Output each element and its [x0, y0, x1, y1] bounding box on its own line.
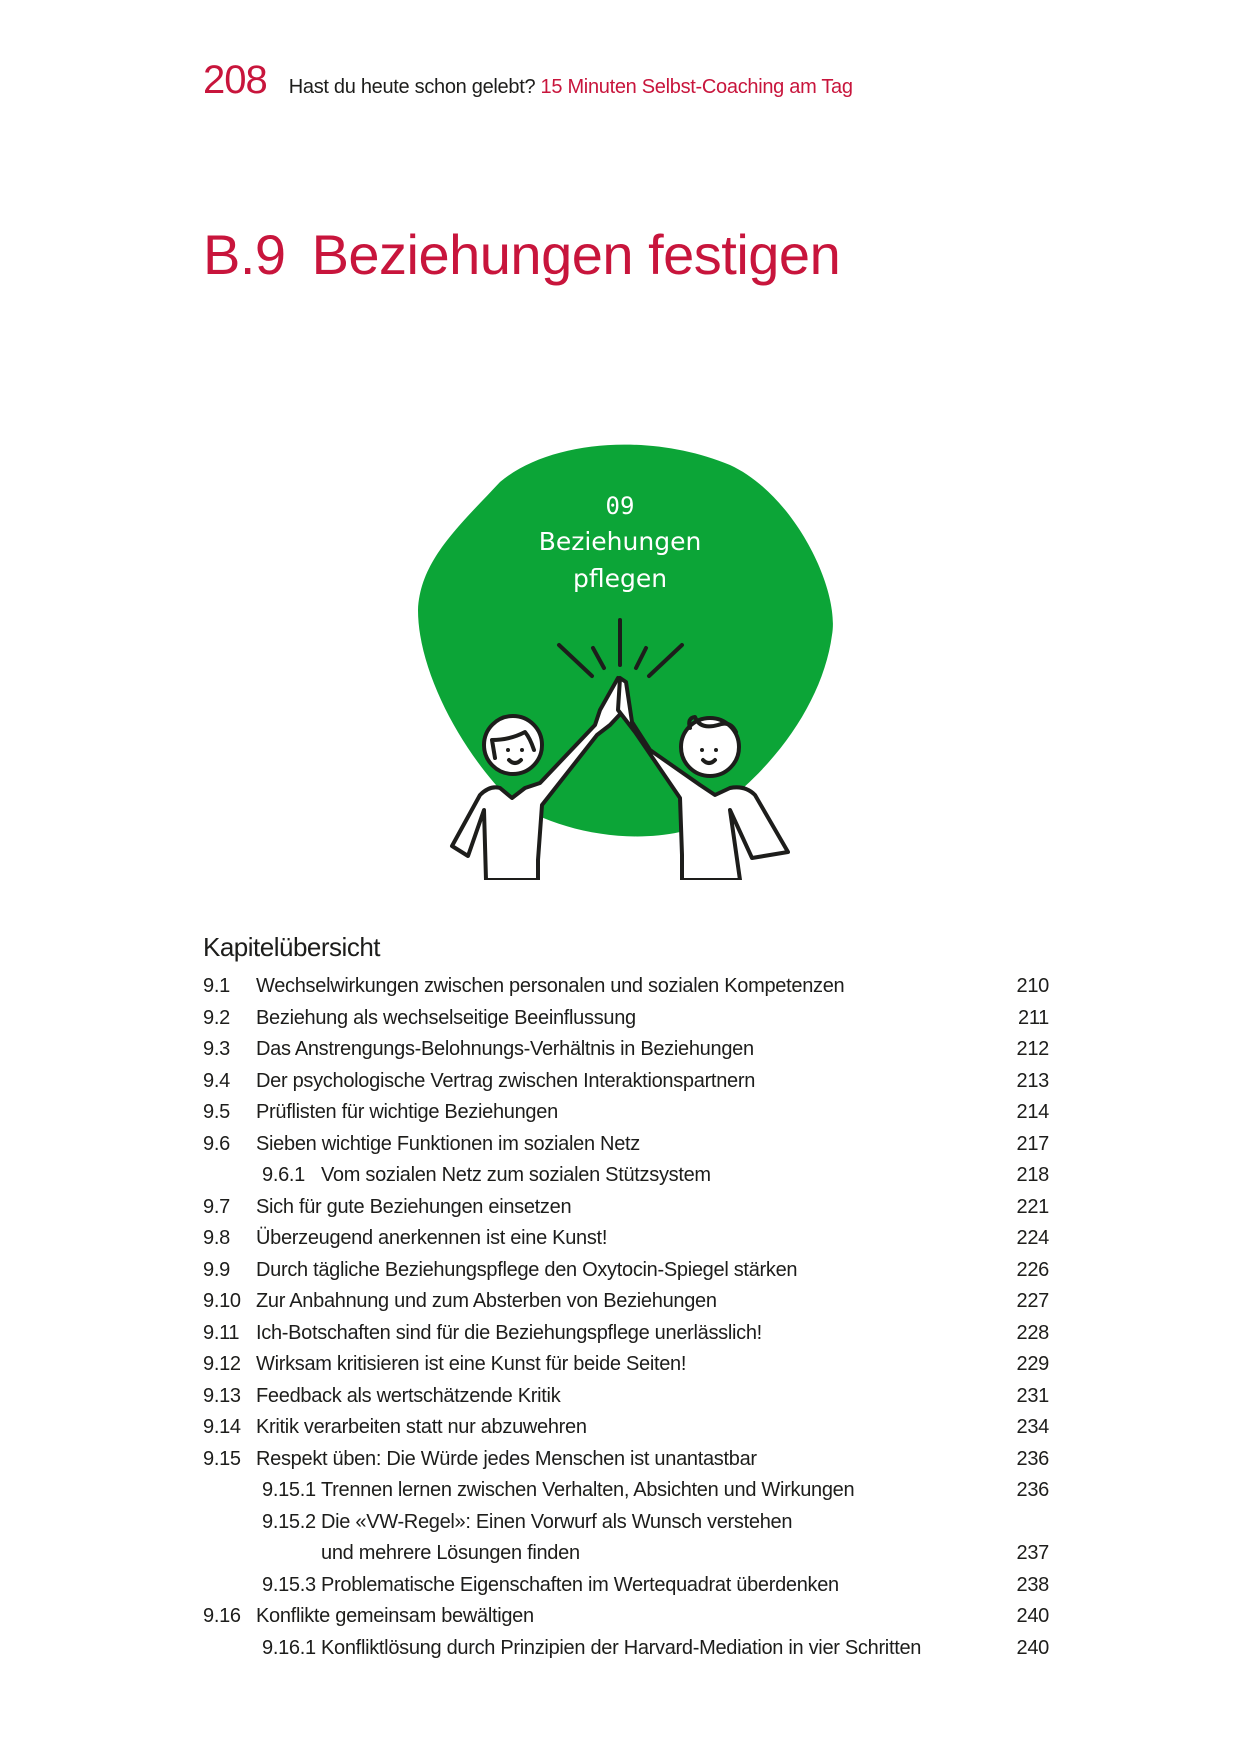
toc-entry-title: Konflikte gemeinsam bewältigen: [256, 1605, 534, 1627]
toc-entry-title: Überzeugend anerkennen ist eine Kunst!: [256, 1227, 608, 1249]
toc-entry-title: Sieben wichtige Funktionen im sozialen Netz: [256, 1132, 640, 1155]
running-title: [289, 76, 853, 99]
toc-entry-title: Die «VW-Regel»: Einen Vorwurf als Wunsch verstehen: [321, 1510, 793, 1533]
toc-entry[interactable]: [203, 1444, 1049, 1476]
toc-entry-title: Der psychologische Vertrag zwischen Interaktionspartnern: [256, 1069, 756, 1092]
toc-entry-number: 9.10: [203, 1290, 241, 1312]
toc-entry-number: 9.6: [203, 1132, 230, 1155]
toc-entry-page: 240: [1016, 1636, 1049, 1659]
toc-entry-number: 9.4: [203, 1069, 230, 1092]
toc-entry-title: Trennen lernen zwischen Verhalten, Absichten und Wirkungen: [321, 1479, 855, 1501]
toc-entry[interactable]: [203, 1255, 1049, 1287]
badge-line1: Beziehungen: [538, 527, 702, 556]
badge-number: 09: [605, 492, 635, 520]
chapter-title: [203, 222, 840, 287]
page-number: 208: [203, 58, 267, 102]
toc-entry[interactable]: [203, 1066, 1049, 1098]
toc-entry[interactable]: [203, 1475, 1049, 1507]
toc-entry-page: 214: [1016, 1101, 1049, 1123]
toc-entry-number: 9.2: [203, 1006, 230, 1029]
toc-entry-page: 234: [1016, 1416, 1049, 1438]
toc-entry-number: 9.8: [203, 1227, 230, 1249]
toc-entry-page: 236: [1016, 1479, 1049, 1501]
toc-entry-page: 217: [1016, 1132, 1049, 1155]
toc-entry-title: Prüflisten für wichtige Beziehungen: [256, 1101, 558, 1123]
toc-entry[interactable]: [203, 1286, 1049, 1318]
toc-entry-number: 9.15: [203, 1447, 241, 1470]
toc-entry-page: 236: [1016, 1447, 1049, 1470]
toc-entry-number: 9.14: [203, 1416, 241, 1438]
toc-entry-page: 218: [1016, 1164, 1049, 1186]
toc-entry[interactable]: [203, 1349, 1049, 1381]
toc-entry-page: 229: [1016, 1353, 1049, 1375]
toc-entry-number: 9.13: [203, 1384, 241, 1407]
badge-line2: pflegen: [572, 564, 668, 593]
book-title: Hast du heute schon gelebt?: [288, 76, 536, 98]
toc-entry[interactable]: [203, 1412, 1049, 1444]
toc-entry-title: Ich-Botschaften sind für die Beziehungspflege unerlässlich!: [256, 1321, 762, 1344]
toc-entry-number: 9.15.1: [262, 1479, 316, 1501]
toc-entry-title: Feedback als wertschätzende Kritik: [256, 1384, 561, 1407]
toc-entry-title: Zur Anbahnung und zum Absterben von Beziehungen: [256, 1290, 717, 1312]
toc-entry-number: 9.6.1: [262, 1164, 305, 1186]
toc-entry[interactable]: [203, 1601, 1049, 1633]
book-subtitle: 15 Minuten Selbst-Coaching am Tag: [540, 76, 853, 98]
toc-entry-number: 9.15.3: [262, 1573, 316, 1596]
high-five-illustration: [400, 420, 860, 880]
toc-entry-page: 210: [1016, 975, 1049, 997]
toc-entry-title: und mehrere Lösungen finden: [321, 1542, 580, 1564]
toc-entry-number: 9.5: [203, 1101, 230, 1123]
toc-entry[interactable]: [203, 1223, 1049, 1255]
toc-entry-page: 227: [1016, 1290, 1049, 1312]
table-of-contents: [203, 971, 1049, 1664]
toc-entry-page: 221: [1016, 1195, 1049, 1218]
toc-entry[interactable]: [203, 1003, 1049, 1035]
toc-entry-number: 9.15.2: [262, 1510, 316, 1533]
toc-entry-page: 224: [1016, 1227, 1049, 1249]
toc-entry-title: Sich für gute Beziehungen einsetzen: [256, 1195, 572, 1218]
toc-entry-title: Beziehung als wechselseitige Beeinflussung: [256, 1006, 636, 1029]
running-header: [203, 58, 853, 103]
toc-entry-title: Wirksam kritisieren ist eine Kunst für beide Seiten!: [256, 1353, 687, 1375]
toc-entry[interactable]: [203, 1192, 1049, 1224]
toc-entry[interactable]: [203, 1160, 1049, 1192]
toc-entry-page: 240: [1016, 1605, 1049, 1627]
toc-entry-number: 9.7: [203, 1195, 230, 1218]
toc-heading: Kapitelübersicht: [203, 932, 380, 962]
toc-entry-number: 9.16: [203, 1605, 241, 1627]
toc-entry-page: 226: [1016, 1258, 1049, 1281]
toc-entry-title: Respekt üben: Die Würde jedes Menschen ist unantastbar: [256, 1447, 757, 1470]
toc-entry[interactable]: [203, 1034, 1049, 1066]
toc-entry-number: 9.11: [203, 1321, 240, 1344]
toc-entry-page: 213: [1016, 1069, 1049, 1092]
chapter-name: Beziehungen festigen: [311, 223, 841, 286]
toc-entry-title: Problematische Eigenschaften im Wertequadrat überdenken: [321, 1573, 839, 1596]
toc-entry[interactable]: [203, 1381, 1049, 1413]
toc-entry-number: 9.12: [203, 1353, 241, 1375]
toc-entry-page: 231: [1016, 1384, 1049, 1407]
toc-entry[interactable]: [203, 1507, 1049, 1539]
toc-entry-number: 9.1: [203, 975, 230, 997]
toc-entry-page: 228: [1016, 1321, 1049, 1344]
toc-entry-title: Wechselwirkungen zwischen personalen und sozialen Kompetenzen: [256, 975, 845, 997]
toc-entry[interactable]: [203, 1129, 1049, 1161]
toc-entry-page: 237: [1016, 1542, 1049, 1564]
toc-entry-title: Vom sozialen Netz zum sozialen Stützsystem: [321, 1164, 711, 1186]
toc-entry[interactable]: [203, 971, 1049, 1003]
toc-entry-page: 211: [1018, 1006, 1049, 1029]
toc-entry-title: Durch tägliche Beziehungspflege den Oxytocin-Spiegel stärken: [256, 1258, 798, 1281]
toc-entry-number: 9.9: [203, 1258, 230, 1281]
toc-entry[interactable]: [203, 1538, 1049, 1570]
toc-entry-title: Kritik verarbeiten statt nur abzuwehren: [256, 1416, 587, 1438]
toc-entry[interactable]: [203, 1633, 1049, 1665]
chapter-number: B.9: [203, 223, 286, 286]
toc-entry-page: 212: [1016, 1038, 1049, 1060]
toc-entry[interactable]: [203, 1097, 1049, 1129]
toc-entry[interactable]: [203, 1570, 1049, 1602]
toc-entry[interactable]: [203, 1318, 1049, 1350]
toc-entry-title: Konfliktlösung durch Prinzipien der Harvard-Mediation in vier Schritten: [321, 1636, 922, 1659]
toc-entry-page: 238: [1016, 1573, 1049, 1596]
toc-entry-title: Das Anstrengungs-Belohnungs-Verhältnis in Beziehungen: [256, 1038, 754, 1060]
toc-entry-number: 9.16.1: [262, 1636, 316, 1659]
toc-entry-number: 9.3: [203, 1038, 230, 1060]
